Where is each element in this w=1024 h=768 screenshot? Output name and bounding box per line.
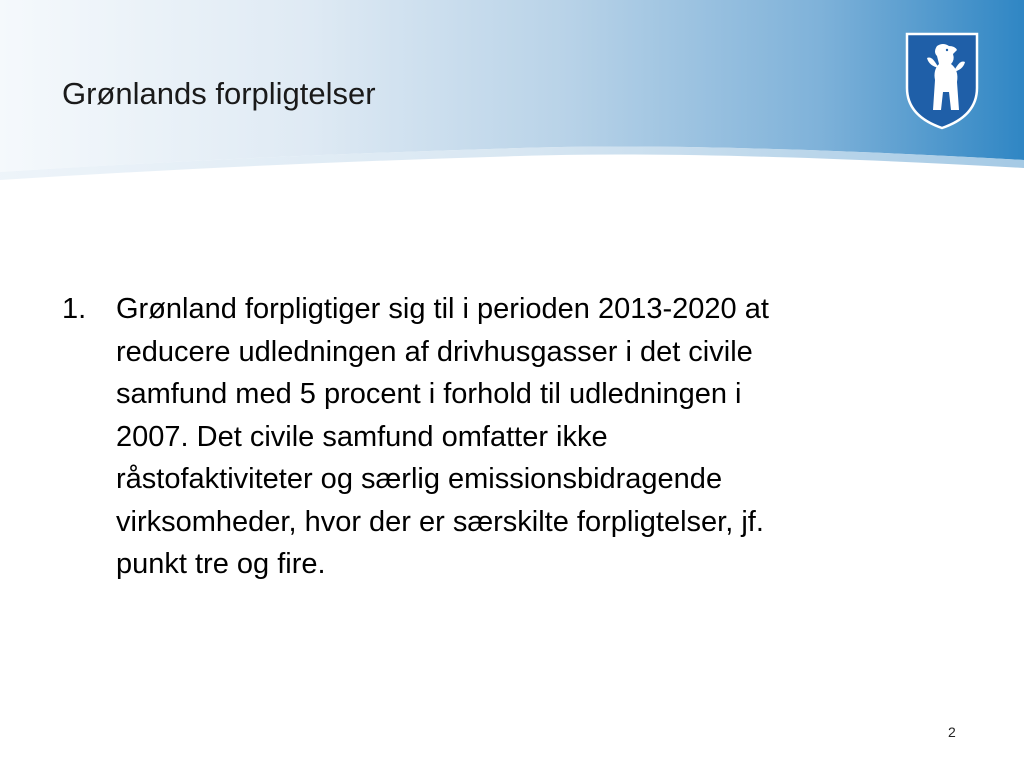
- list-item: [62, 288, 942, 586]
- list-item-number: 1.: [62, 293, 87, 325]
- list-item-line: virksomheder, hvor der er særskilte forpligtelser, jf.: [116, 505, 764, 538]
- slide-number: 2: [948, 724, 956, 740]
- list-item-line: råstofaktiviteter og særlig emissionsbidragende: [116, 463, 723, 495]
- list-item-line: reducere udledningen af drivhusgasser i det civile: [116, 335, 753, 368]
- body-list: [62, 288, 942, 586]
- list-item-line: Grønland forpligtiger sig til i perioden 2013-2020 at: [116, 293, 769, 325]
- slide-title: Grønlands forpligtelser: [62, 76, 376, 111]
- list-item-line: 2007. Det civile samfund omfatter ikke: [116, 420, 608, 453]
- list-item-line: samfund med 5 procent i forhold til udledningen i: [116, 378, 742, 410]
- greenland-coat-of-arms-icon: [903, 30, 981, 130]
- list-item-line: punkt tre og fire.: [116, 548, 326, 580]
